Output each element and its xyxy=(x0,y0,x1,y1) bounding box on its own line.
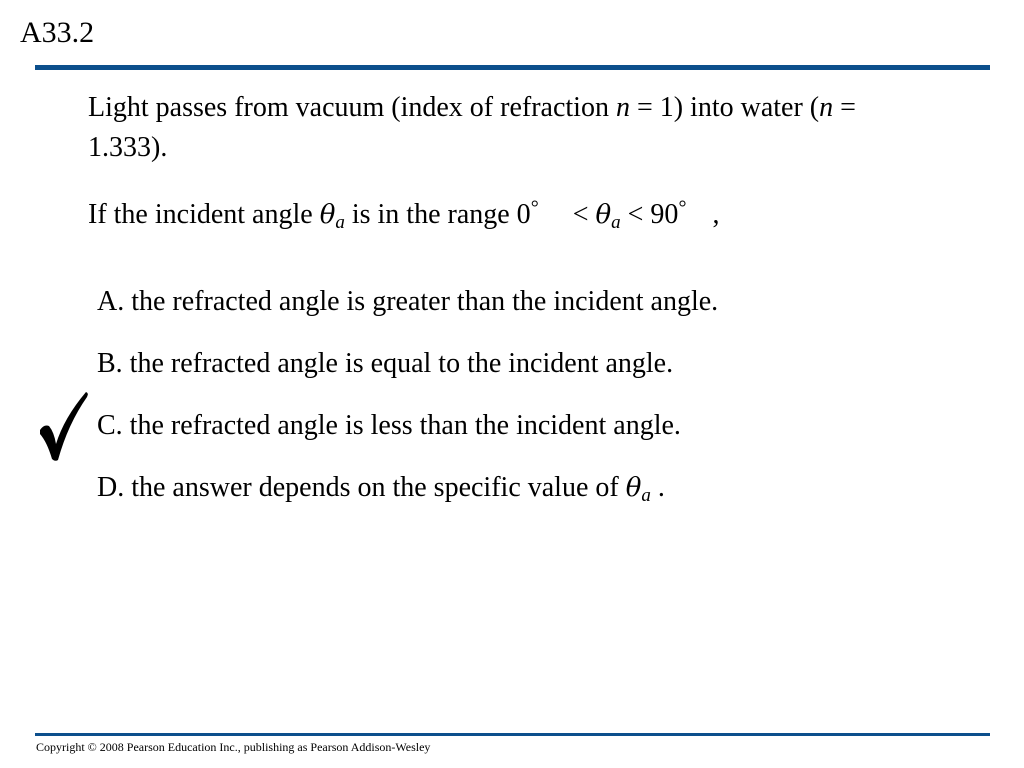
option-b[interactable]: B. the refracted angle is equal to the incident angle. xyxy=(97,348,674,379)
question-range xyxy=(88,188,719,243)
range-upper: < 90 xyxy=(620,199,679,230)
range-middle: is in the range 0 xyxy=(344,199,531,230)
option-a[interactable]: A. the refracted angle is greater than the incident angle. xyxy=(97,286,719,317)
checkmark-icon xyxy=(38,390,90,462)
theta-symbol: θ xyxy=(319,200,336,230)
premise-prefix: Light passes from vacuum (index of refraction xyxy=(88,92,616,123)
theta-symbol-option: θ xyxy=(625,473,642,503)
question-text xyxy=(88,88,908,168)
premise-middle: = 1) into water ( xyxy=(629,92,820,123)
option-d[interactable] xyxy=(97,468,718,530)
theta-subscript: a xyxy=(335,212,345,233)
slide-id: A33.2 xyxy=(20,16,95,49)
degree-symbol-upper: ° xyxy=(678,197,687,219)
question-premise xyxy=(88,88,908,168)
theta-subscript-range: a xyxy=(611,212,621,233)
n-symbol-water: n xyxy=(819,92,834,123)
bottom-divider xyxy=(35,733,990,736)
theta-symbol-range: θ xyxy=(595,200,612,230)
premise-suffix: = 1.333). xyxy=(88,92,856,163)
copyright-footer: Copyright © 2008 Pearson Education Inc., publishing as Pearson Addison-Wesley xyxy=(36,740,431,754)
less-than-symbol: < xyxy=(572,199,589,230)
range-suffix: , xyxy=(712,199,720,230)
range-prefix: If the incident angle xyxy=(88,199,320,230)
top-divider xyxy=(35,65,990,70)
option-d-suffix: . xyxy=(650,472,665,503)
n-symbol: n xyxy=(615,92,630,123)
theta-subscript-option: a xyxy=(641,485,651,506)
option-d-prefix: D. the answer depends on the specific value of xyxy=(97,472,626,503)
answer-options xyxy=(97,282,718,530)
option-c[interactable]: C. the refracted angle is less than the incident angle. xyxy=(97,410,681,441)
degree-symbol: ° xyxy=(530,197,539,219)
